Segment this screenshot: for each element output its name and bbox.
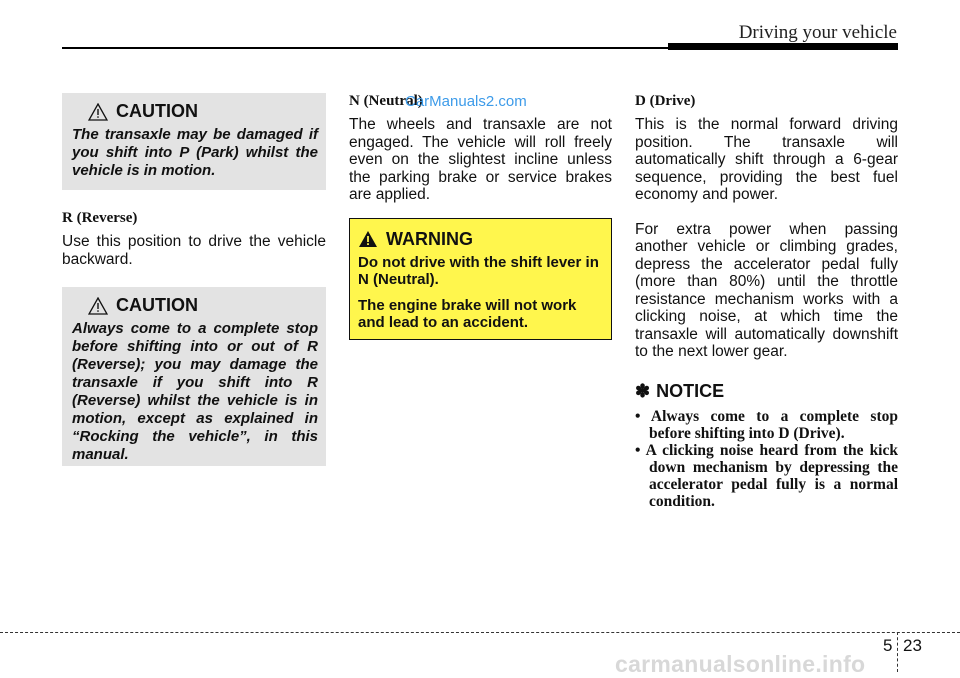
asterisk-icon: ✽ bbox=[635, 380, 651, 401]
neutral-text: The wheels and transaxle are not engaged. The vehicle will roll freely even on the slightest incline unless the parking brake or service brakes are applied. bbox=[349, 116, 612, 203]
chapter-number: 5 bbox=[883, 636, 893, 655]
column-right bbox=[635, 93, 898, 510]
warning-header bbox=[358, 229, 603, 250]
header-rule bbox=[62, 47, 670, 49]
notice-title: NOTICE bbox=[656, 380, 725, 401]
header-rule-thick bbox=[668, 43, 898, 50]
neutral-heading: N (Neutral) bbox=[349, 93, 423, 109]
warning-title: WARNING bbox=[386, 228, 473, 249]
caution-triangle-icon bbox=[88, 103, 108, 121]
page-number: 23 bbox=[903, 636, 922, 655]
warning-triangle-icon bbox=[358, 230, 378, 248]
drive-text-power: For extra power when passing another vehicle or climbing grades, depress the accelerator pedal fully (more than 80%) until the throttle resistance mechanism works with a clicking noise, at which time the transaxle will automatically downshift to the next lower gear. bbox=[635, 220, 898, 360]
column-left bbox=[62, 93, 326, 466]
caution-text: Always come to a complete stop before shifting into or out of R (Reverse); you may damage the transaxle if you shift into R (Reverse) whilst the vehicle is in motion, except as explained in “Rocking the vehicle”, in this manual. bbox=[72, 320, 318, 463]
column-middle bbox=[349, 93, 612, 340]
warning-text: The engine brake will not work and lead to an accident. bbox=[358, 296, 577, 331]
notice-item: • A clicking noise heard from the kick down mechanism by depressing the accelerator pedal fully is a normal condition. bbox=[635, 441, 898, 510]
caution-header bbox=[72, 101, 318, 122]
reverse-text: Use this position to drive the vehicle backward. bbox=[62, 233, 326, 268]
site-watermark: carmanualsonline.info bbox=[615, 651, 866, 677]
drive-heading: D (Drive) bbox=[635, 93, 696, 109]
notice-item: • Always come to a complete stop before shifting into D (Drive). bbox=[635, 407, 898, 442]
warning-text: Do not drive with the shift lever in N (Neutral). bbox=[358, 253, 599, 288]
warning-box bbox=[349, 218, 612, 340]
caution-triangle-icon bbox=[88, 297, 108, 315]
caution-title: CAUTION bbox=[116, 101, 198, 121]
caution-text: The transaxle may be damaged if you shift into P (Park) whilst the vehicle is in motion. bbox=[72, 126, 318, 179]
watermark-link[interactable]: CarManuals2.com bbox=[405, 93, 527, 110]
page-header-title: Driving your vehicle bbox=[738, 22, 897, 43]
caution-box-reverse bbox=[62, 287, 326, 466]
caution-header bbox=[72, 295, 318, 316]
notice-list bbox=[635, 408, 898, 510]
caution-box-park bbox=[62, 93, 326, 190]
drive-text: This is the normal forward driving position. The transaxle will automatically shift through a 6-gear sequence, providing the best fuel economy and power. bbox=[635, 116, 898, 203]
caution-title: CAUTION bbox=[116, 295, 198, 315]
footer-rule bbox=[0, 632, 960, 633]
reverse-heading: R (Reverse) bbox=[62, 210, 138, 226]
footer-page-divider bbox=[897, 632, 898, 672]
notice-header bbox=[635, 381, 898, 402]
